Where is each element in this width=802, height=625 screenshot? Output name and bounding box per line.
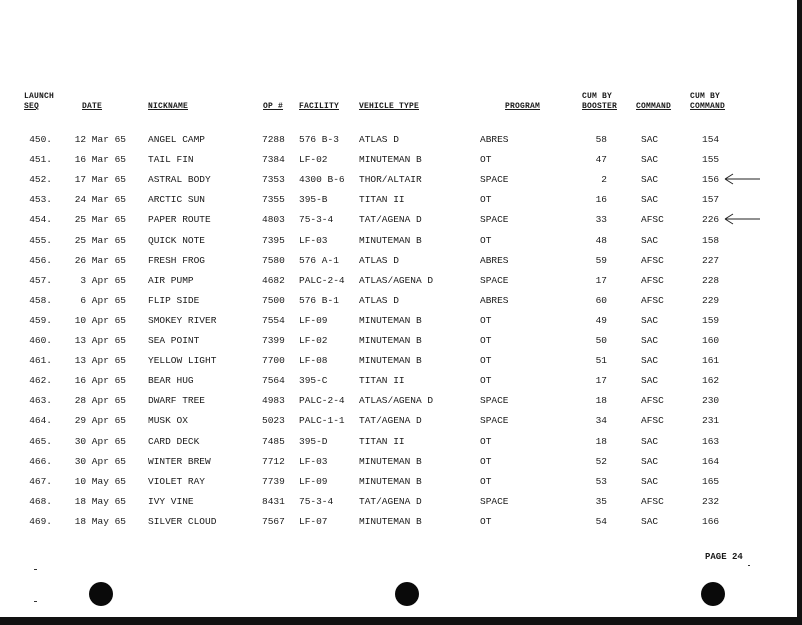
cell-nickname: ARCTIC SUN bbox=[148, 194, 206, 206]
header-op: OP # bbox=[263, 102, 284, 111]
cell-date: 17 Mar 65 bbox=[74, 174, 126, 186]
cell-seq: 462. bbox=[29, 375, 52, 387]
cell-program: SPACE bbox=[480, 214, 509, 226]
cell-facility: 4300 B-6 bbox=[299, 174, 345, 186]
cell-nickname: YELLOW LIGHT bbox=[148, 355, 217, 367]
table-row bbox=[0, 150, 802, 170]
cell-nickname: BEAR HUG bbox=[148, 375, 194, 387]
cell-cum-booster: 59 bbox=[595, 254, 607, 266]
table-row bbox=[0, 130, 802, 150]
cell-vehicle-type: THOR/ALTAIR bbox=[359, 174, 422, 186]
cell-nickname: CARD DECK bbox=[148, 435, 200, 447]
cell-cum-booster: 51 bbox=[595, 355, 607, 367]
cell-facility: LF-09 bbox=[299, 475, 328, 487]
cell-vehicle-type: TITAN II bbox=[359, 375, 405, 387]
cell-cum-command: 159 bbox=[702, 314, 720, 326]
cell-vehicle-type: MINUTEMAN B bbox=[359, 234, 422, 246]
cell-cum-booster: 35 bbox=[595, 495, 607, 507]
cell-cum-booster: 47 bbox=[595, 154, 607, 166]
table-row bbox=[0, 351, 802, 371]
cell-program: OT bbox=[480, 154, 492, 166]
cell-nickname: IVY VINE bbox=[148, 495, 194, 507]
cell-program: OT bbox=[480, 355, 492, 367]
cell-program: OT bbox=[480, 455, 492, 467]
cell-cum-booster: 17 bbox=[595, 375, 607, 387]
cell-op: 7554 bbox=[262, 314, 285, 326]
cell-program: SPACE bbox=[480, 174, 509, 186]
cell-cum-command: 229 bbox=[702, 294, 720, 306]
cell-seq: 465. bbox=[29, 435, 52, 447]
cell-cum-command: 164 bbox=[702, 455, 720, 467]
cell-date: 13 Apr 65 bbox=[74, 335, 126, 346]
cell-nickname: DWARF TREE bbox=[148, 395, 206, 407]
cell-program: OT bbox=[480, 194, 492, 206]
cell-program: OT bbox=[480, 314, 492, 326]
cell-date: 12 Mar 65 bbox=[74, 134, 126, 145]
header-vehicle-type: VEHICLE TYPE bbox=[359, 102, 420, 111]
cell-vehicle-type: MINUTEMAN B bbox=[359, 314, 422, 326]
cell-nickname: ANGEL CAMP bbox=[148, 134, 206, 145]
cell-program: OT bbox=[480, 375, 492, 387]
cell-nickname: SEA POINT bbox=[148, 335, 200, 346]
header-cum-booster-line1: CUM BY bbox=[582, 92, 613, 101]
binder-hole-right bbox=[701, 582, 725, 606]
cell-command: SAC bbox=[641, 475, 659, 487]
cell-facility: PALC-2-4 bbox=[299, 395, 345, 407]
cell-op: 4983 bbox=[262, 395, 285, 407]
cell-command: AFSC bbox=[641, 495, 664, 507]
header-cum-booster-line2: BOOSTER bbox=[582, 102, 618, 111]
cell-cum-booster: 48 bbox=[595, 234, 607, 246]
header-facility: FACILITY bbox=[299, 102, 340, 111]
cell-facility: PALC-1-1 bbox=[299, 415, 345, 427]
cell-program: OT bbox=[480, 435, 492, 447]
cell-cum-command: 231 bbox=[702, 415, 720, 427]
cell-seq: 467. bbox=[29, 475, 52, 487]
cell-seq: 457. bbox=[29, 274, 52, 286]
header-command: COMMAND bbox=[636, 102, 672, 111]
table-row bbox=[0, 190, 802, 210]
cell-cum-booster: 33 bbox=[595, 214, 607, 226]
cell-op: 7564 bbox=[262, 375, 285, 387]
cell-cum-booster: 52 bbox=[595, 455, 607, 467]
cell-op: 4682 bbox=[262, 274, 285, 286]
cell-nickname: FLIP SIDE bbox=[148, 294, 200, 306]
cell-date: 24 Mar 65 bbox=[74, 194, 126, 206]
cell-date: 13 Apr 65 bbox=[74, 355, 126, 367]
cell-cum-command: 157 bbox=[702, 194, 720, 206]
table-row bbox=[0, 432, 802, 452]
cell-cum-command: 158 bbox=[702, 234, 720, 246]
cell-facility: 576 A-1 bbox=[299, 254, 339, 266]
cell-cum-command: 232 bbox=[702, 495, 720, 507]
cell-nickname: FRESH FROG bbox=[148, 254, 206, 266]
table-row bbox=[0, 492, 802, 512]
scan-speck bbox=[34, 601, 37, 602]
cell-op: 7355 bbox=[262, 194, 285, 206]
cell-program: SPACE bbox=[480, 495, 509, 507]
cell-facility: LF-02 bbox=[299, 335, 328, 346]
table-row bbox=[0, 411, 802, 431]
cell-op: 7580 bbox=[262, 254, 285, 266]
cell-vehicle-type: TITAN II bbox=[359, 435, 405, 447]
cell-command: AFSC bbox=[641, 214, 664, 226]
cell-cum-booster: 54 bbox=[595, 515, 607, 527]
cell-seq: 466. bbox=[29, 455, 52, 467]
header-cum-command-line2: COMMAND bbox=[690, 102, 726, 111]
scan-speck bbox=[34, 569, 37, 570]
cell-vehicle-type: ATLAS/AGENA D bbox=[359, 395, 434, 407]
cell-op: 7739 bbox=[262, 475, 285, 487]
cell-cum-command: 165 bbox=[702, 475, 720, 487]
cell-facility: LF-08 bbox=[299, 355, 328, 367]
cell-cum-command: 155 bbox=[702, 154, 720, 166]
cell-facility: LF-02 bbox=[299, 154, 328, 166]
cell-cum-command: 163 bbox=[702, 435, 720, 447]
cell-command: AFSC bbox=[641, 415, 664, 427]
cell-cum-booster: 50 bbox=[595, 335, 607, 346]
cell-op: 5023 bbox=[262, 415, 285, 427]
cell-op: 7288 bbox=[262, 134, 285, 145]
cell-command: SAC bbox=[641, 375, 659, 387]
binder-hole-center bbox=[395, 582, 419, 606]
cell-command: AFSC bbox=[641, 294, 664, 306]
cell-cum-command: 230 bbox=[702, 395, 720, 407]
cell-cum-booster: 18 bbox=[595, 435, 607, 447]
cell-command: SAC bbox=[641, 234, 659, 246]
cell-cum-command: 156 bbox=[702, 174, 720, 186]
cell-program: OT bbox=[480, 515, 492, 527]
cell-date: 16 Mar 65 bbox=[74, 154, 126, 166]
cell-op: 7500 bbox=[262, 294, 285, 306]
cell-facility: LF-09 bbox=[299, 314, 328, 326]
header-cum-booster bbox=[582, 92, 617, 112]
cell-facility: 75-3-4 bbox=[299, 214, 334, 226]
cell-program: SPACE bbox=[480, 274, 509, 286]
cell-facility: LF-07 bbox=[299, 515, 328, 527]
table-row bbox=[0, 210, 802, 230]
header-launch-seq-line2: SEQ bbox=[24, 102, 40, 111]
header-date: DATE bbox=[82, 102, 103, 111]
cell-facility: 576 B-1 bbox=[299, 294, 339, 306]
cell-seq: 450. bbox=[29, 134, 52, 145]
cell-vehicle-type: ATLAS/AGENA D bbox=[359, 274, 434, 286]
cell-nickname: AIR PUMP bbox=[148, 274, 194, 286]
cell-vehicle-type: MINUTEMAN B bbox=[359, 475, 422, 487]
cell-program: OT bbox=[480, 475, 492, 487]
cell-cum-booster: 49 bbox=[595, 314, 607, 326]
table-row bbox=[0, 251, 802, 271]
cell-cum-command: 162 bbox=[702, 375, 720, 387]
table-row bbox=[0, 271, 802, 291]
table-row bbox=[0, 512, 802, 532]
page-edge-bottom bbox=[0, 617, 802, 625]
cell-date: 3 Apr 65 bbox=[80, 274, 126, 286]
cell-seq: 458. bbox=[29, 294, 52, 306]
cell-program: OT bbox=[480, 335, 492, 346]
scan-speck bbox=[748, 565, 750, 566]
cell-seq: 454. bbox=[29, 214, 52, 226]
cell-nickname: PAPER ROUTE bbox=[148, 214, 211, 226]
cell-program: ABRES bbox=[480, 254, 509, 266]
cell-seq: 451. bbox=[29, 154, 52, 166]
table-row bbox=[0, 452, 802, 472]
cell-command: SAC bbox=[641, 314, 659, 326]
table-row bbox=[0, 291, 802, 311]
handwritten-arrow-icon bbox=[722, 173, 762, 185]
cell-date: 6 Apr 65 bbox=[80, 294, 126, 306]
cell-op: 7384 bbox=[262, 154, 285, 166]
table-row bbox=[0, 231, 802, 251]
cell-date: 10 May 65 bbox=[74, 475, 126, 487]
cell-date: 25 Mar 65 bbox=[74, 234, 126, 246]
cell-command: AFSC bbox=[641, 274, 664, 286]
cell-vehicle-type: MINUTEMAN B bbox=[359, 355, 422, 367]
cell-command: AFSC bbox=[641, 254, 664, 266]
cell-cum-booster: 60 bbox=[595, 294, 607, 306]
cell-op: 7395 bbox=[262, 234, 285, 246]
cell-date: 18 May 65 bbox=[74, 495, 126, 507]
header-cum-command bbox=[690, 92, 725, 112]
cell-date: 26 Mar 65 bbox=[74, 254, 126, 266]
cell-program: ABRES bbox=[480, 134, 509, 145]
header-launch-seq bbox=[24, 92, 54, 112]
cell-seq: 453. bbox=[29, 194, 52, 206]
header-program: PROGRAM bbox=[505, 102, 541, 111]
cell-facility: 75-3-4 bbox=[299, 495, 334, 507]
cell-cum-command: 154 bbox=[702, 134, 720, 145]
cell-nickname: WINTER BREW bbox=[148, 455, 211, 467]
cell-vehicle-type: MINUTEMAN B bbox=[359, 515, 422, 527]
cell-vehicle-type: MINUTEMAN B bbox=[359, 455, 422, 467]
cell-cum-booster: 18 bbox=[595, 395, 607, 407]
cell-cum-booster: 16 bbox=[595, 194, 607, 206]
cell-nickname: SMOKEY RIVER bbox=[148, 314, 217, 326]
cell-seq: 459. bbox=[29, 314, 52, 326]
binder-hole-left bbox=[89, 582, 113, 606]
cell-cum-booster: 58 bbox=[595, 134, 607, 145]
cell-vehicle-type: TAT/AGENA D bbox=[359, 415, 422, 427]
header-nickname: NICKNAME bbox=[148, 102, 189, 111]
cell-seq: 461. bbox=[29, 355, 52, 367]
cell-nickname: ASTRAL BODY bbox=[148, 174, 211, 186]
cell-command: SAC bbox=[641, 515, 659, 527]
cell-nickname: VIOLET RAY bbox=[148, 475, 206, 487]
cell-cum-booster: 53 bbox=[595, 475, 607, 487]
cell-command: SAC bbox=[641, 355, 659, 367]
cell-seq: 463. bbox=[29, 395, 52, 407]
table-row bbox=[0, 391, 802, 411]
table-row bbox=[0, 311, 802, 331]
cell-nickname: TAIL FIN bbox=[148, 154, 194, 166]
cell-vehicle-type: ATLAS D bbox=[359, 254, 399, 266]
cell-command: SAC bbox=[641, 154, 659, 166]
cell-seq: 468. bbox=[29, 495, 52, 507]
cell-op: 4803 bbox=[262, 214, 285, 226]
cell-command: SAC bbox=[641, 134, 659, 145]
cell-nickname: MUSK OX bbox=[148, 415, 188, 427]
cell-vehicle-type: MINUTEMAN B bbox=[359, 154, 422, 166]
cell-cum-booster: 34 bbox=[595, 415, 607, 427]
cell-command: SAC bbox=[641, 174, 659, 186]
cell-seq: 452. bbox=[29, 174, 52, 186]
cell-op: 7567 bbox=[262, 515, 285, 527]
table-row bbox=[0, 170, 802, 190]
cell-facility: 576 B-3 bbox=[299, 134, 339, 145]
cell-seq: 460. bbox=[29, 335, 52, 346]
cell-cum-command: 166 bbox=[702, 515, 720, 527]
cell-seq: 456. bbox=[29, 254, 52, 266]
table-row bbox=[0, 371, 802, 391]
cell-nickname: SILVER CLOUD bbox=[148, 515, 217, 527]
cell-command: SAC bbox=[641, 194, 659, 206]
cell-cum-booster: 2 bbox=[601, 174, 607, 186]
cell-date: 29 Apr 65 bbox=[74, 415, 126, 427]
table-row bbox=[0, 331, 802, 351]
cell-date: 30 Apr 65 bbox=[74, 435, 126, 447]
cell-date: 18 May 65 bbox=[74, 515, 126, 527]
cell-vehicle-type: TAT/AGENA D bbox=[359, 214, 422, 226]
table-row bbox=[0, 472, 802, 492]
cell-cum-command: 160 bbox=[702, 335, 720, 346]
cell-op: 7399 bbox=[262, 335, 285, 346]
cell-date: 10 Apr 65 bbox=[74, 314, 126, 326]
cell-op: 7712 bbox=[262, 455, 285, 467]
cell-cum-command: 161 bbox=[702, 355, 720, 367]
cell-vehicle-type: TITAN II bbox=[359, 194, 405, 206]
cell-seq: 455. bbox=[29, 234, 52, 246]
cell-facility: 395-C bbox=[299, 375, 328, 387]
cell-date: 28 Apr 65 bbox=[74, 395, 126, 407]
cell-command: AFSC bbox=[641, 395, 664, 407]
header-launch-seq-line1: LAUNCH bbox=[24, 92, 55, 101]
cell-cum-booster: 17 bbox=[595, 274, 607, 286]
cell-seq: 464. bbox=[29, 415, 52, 427]
cell-cum-command: 227 bbox=[702, 254, 720, 266]
cell-command: SAC bbox=[641, 335, 659, 346]
cell-program: ABRES bbox=[480, 294, 509, 306]
cell-program: OT bbox=[480, 234, 492, 246]
cell-seq: 469. bbox=[29, 515, 52, 527]
cell-command: SAC bbox=[641, 455, 659, 467]
cell-nickname: QUICK NOTE bbox=[148, 234, 206, 246]
cell-op: 7700 bbox=[262, 355, 285, 367]
cell-facility: 395-D bbox=[299, 435, 328, 447]
cell-program: SPACE bbox=[480, 415, 509, 427]
cell-vehicle-type: ATLAS D bbox=[359, 294, 399, 306]
cell-command: SAC bbox=[641, 435, 659, 447]
cell-vehicle-type: TAT/AGENA D bbox=[359, 495, 422, 507]
cell-date: 30 Apr 65 bbox=[74, 455, 126, 467]
cell-cum-command: 226 bbox=[702, 214, 720, 226]
cell-vehicle-type: MINUTEMAN B bbox=[359, 335, 422, 346]
cell-facility: LF-03 bbox=[299, 455, 328, 467]
header-cum-command-line1: CUM BY bbox=[690, 92, 721, 101]
page-edge-right bbox=[797, 0, 802, 625]
cell-vehicle-type: ATLAS D bbox=[359, 134, 399, 145]
handwritten-arrow-icon bbox=[722, 213, 762, 225]
cell-facility: PALC-2-4 bbox=[299, 274, 345, 286]
cell-facility: 395-B bbox=[299, 194, 328, 206]
cell-facility: LF-03 bbox=[299, 234, 328, 246]
cell-date: 25 Mar 65 bbox=[74, 214, 126, 226]
cell-op: 7485 bbox=[262, 435, 285, 447]
cell-op: 7353 bbox=[262, 174, 285, 186]
page-number: PAGE 24 bbox=[705, 552, 743, 562]
cell-op: 8431 bbox=[262, 495, 285, 507]
cell-program: SPACE bbox=[480, 395, 509, 407]
cell-date: 16 Apr 65 bbox=[74, 375, 126, 387]
cell-cum-command: 228 bbox=[702, 274, 720, 286]
